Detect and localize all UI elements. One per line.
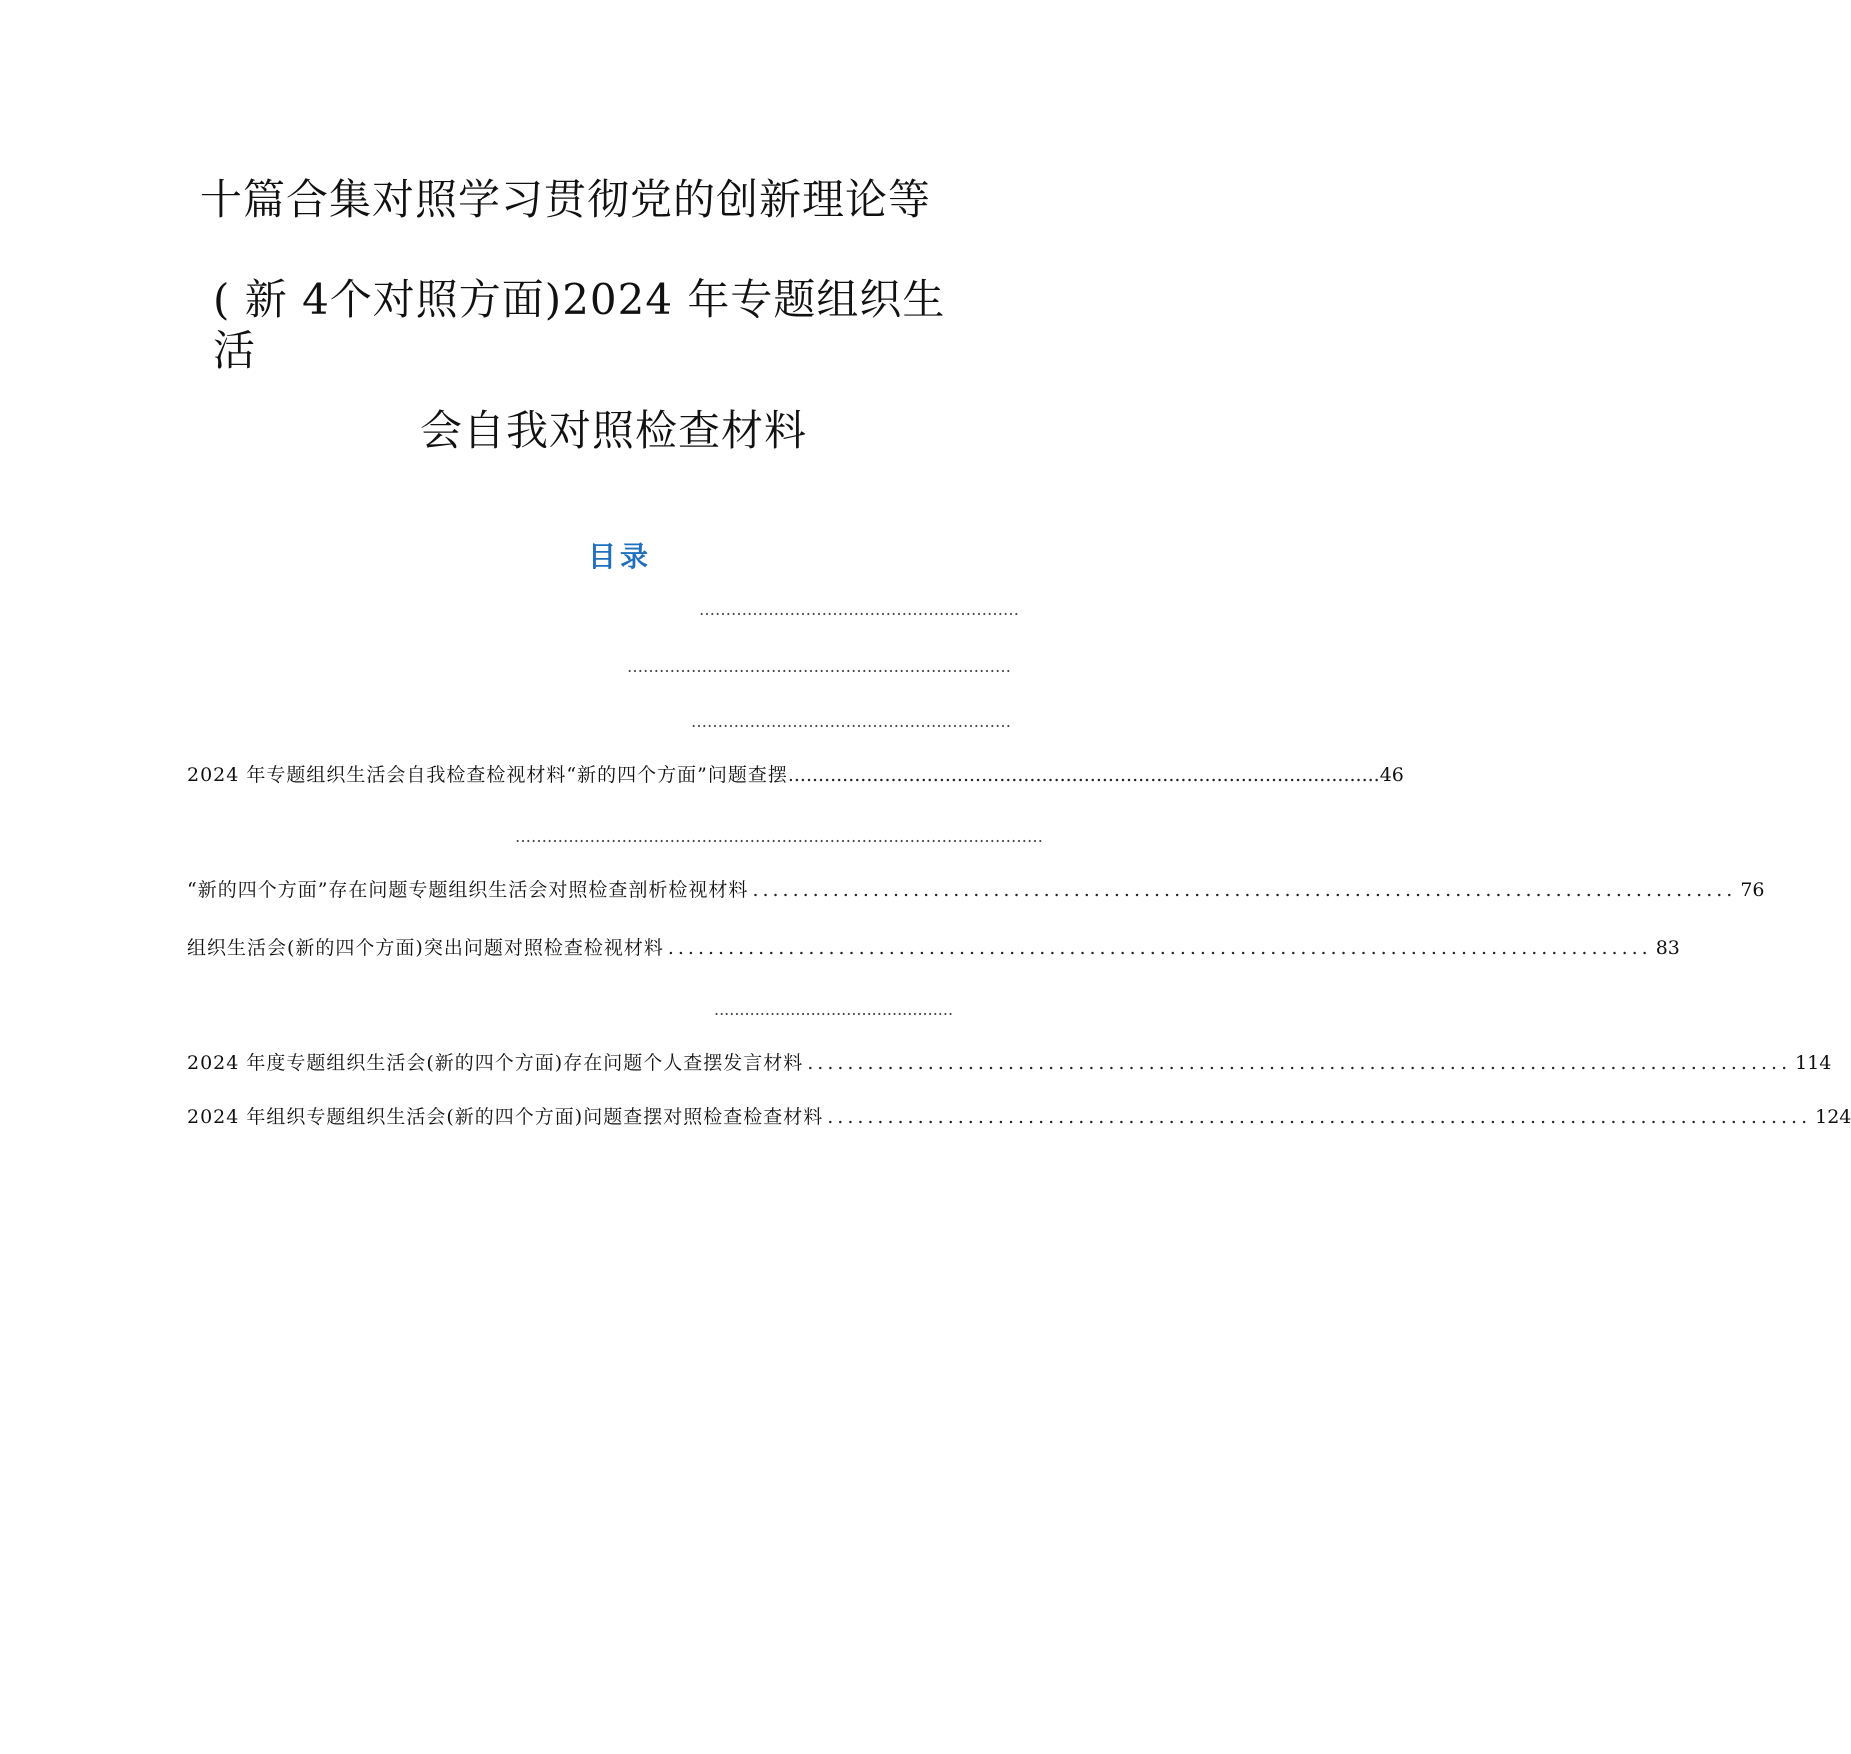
toc-entry-label: 2024 年度专题组织生活会(新的四个方面)存在问题个人查摆发言材料: [187, 1052, 804, 1074]
document-title-line-4: 会自我对照检查材料: [420, 406, 808, 455]
toc-leader-line: ……………………………………………………: [691, 712, 1011, 731]
toc-entry-page-number: 124: [1815, 1106, 1851, 1128]
toc-leader-line: ...............................................: [714, 1000, 954, 1019]
toc-entry-leader: ..................................................................................................: [807, 1052, 1792, 1074]
document-title-line-1: 十篇合集对照学习贯彻党的创新理论等: [200, 175, 932, 224]
toc-entry[interactable]: [187, 762, 1404, 788]
toc-entry[interactable]: [187, 1104, 1851, 1130]
toc-entry-page-number: 76: [1740, 879, 1765, 901]
toc-entry-leader: ..................................................................................................: [827, 1106, 1812, 1128]
toc-entry-leader: ..................................................................................................: [667, 937, 1652, 959]
toc-heading: 目录: [587, 540, 652, 573]
toc-leader-line: ………………………………………………………………………………………: [515, 827, 1043, 846]
document-title-line-2: ( 新 4个对照方面)2024 年专题组织生: [213, 275, 946, 324]
toc-entry-label: 2024 年组织专题组织生活会(新的四个方面)问题查摆对照检查检查材料: [187, 1106, 824, 1128]
toc-entry-label: 2024 年专题组织生活会自我检查检视材料“新的四个方面”问题查摆: [187, 764, 788, 786]
toc-entry-label: 组织生活会(新的四个方面)突出问题对照检查检视材料: [187, 937, 664, 959]
document-title-line-3: 活: [213, 326, 256, 375]
toc-entry-page-number: 83: [1655, 937, 1680, 959]
toc-entry-leader: ..................................................................................................: [752, 879, 1737, 901]
toc-entry-leader: ..................................................................................................: [787, 764, 1380, 786]
toc-entry-label: “新的四个方面”存在问题专题组织生活会对照检查剖析检视材料: [187, 879, 749, 901]
toc-entry[interactable]: [187, 935, 1680, 961]
toc-entry-page-number: 114: [1795, 1052, 1832, 1074]
toc-leader-line: ……………………………………………………: [699, 600, 1019, 619]
toc-entry-page-number: 46: [1379, 764, 1404, 786]
toc-leader-line: ………………………………………………………………: [627, 657, 1011, 676]
toc-entry[interactable]: [187, 877, 1765, 903]
toc-entry[interactable]: [187, 1050, 1832, 1076]
